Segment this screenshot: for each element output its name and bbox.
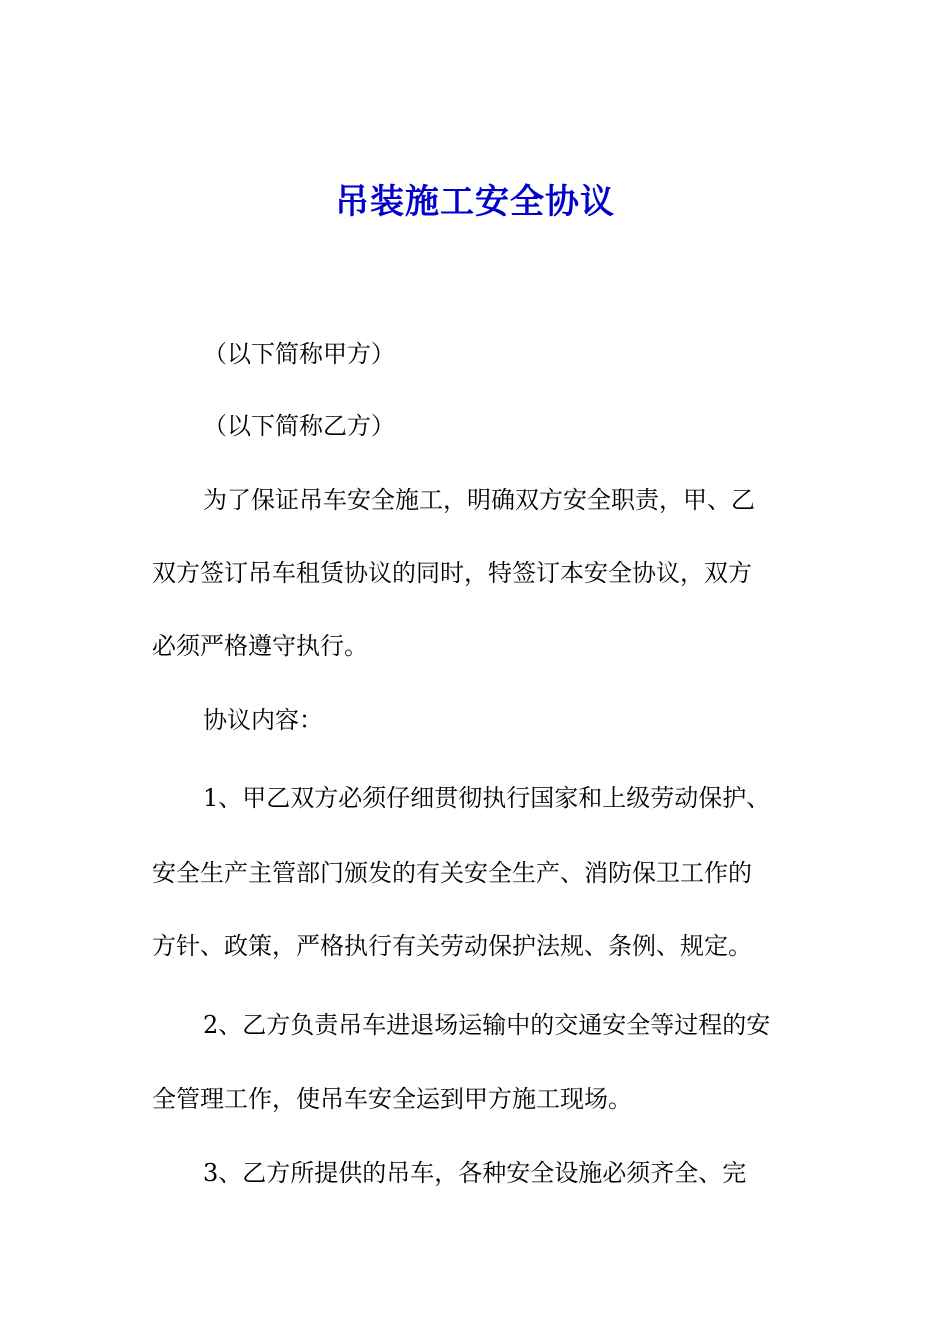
intro-line-3: 必须严格遵守执行。 <box>152 632 368 660</box>
clause-1-line-1: 1、甲乙双方必须仔细贯彻执行国家和上级劳动保护、 <box>203 784 771 812</box>
clause-1-line-2: 安全生产主管部门颁发的有关安全生产、消防保卫工作的 <box>152 859 752 887</box>
party-a-line: （以下简称甲方） <box>203 340 395 368</box>
clause-2-line-1: 2、乙方负责吊车进退场运输中的交通安全等过程的安 <box>203 1011 771 1039</box>
content-heading: 协议内容： <box>203 706 323 734</box>
intro-line-1: 为了保证吊车安全施工，明确双方安全职责，甲、乙 <box>203 486 755 514</box>
clause-3-line-1: 3、乙方所提供的吊车，各种安全设施必须齐全、完 <box>203 1159 747 1187</box>
document-title: 吊装施工安全协议 <box>335 182 615 222</box>
intro-line-2: 双方签订吊车租赁协议的同时，特签订本安全协议，双方 <box>152 559 752 587</box>
party-b-line: （以下简称乙方） <box>203 412 395 440</box>
clause-2-line-2: 全管理工作，使吊车安全运到甲方施工现场。 <box>152 1085 632 1113</box>
clause-1-line-3: 方针、政策，严格执行有关劳动保护法规、条例、规定。 <box>152 932 752 960</box>
